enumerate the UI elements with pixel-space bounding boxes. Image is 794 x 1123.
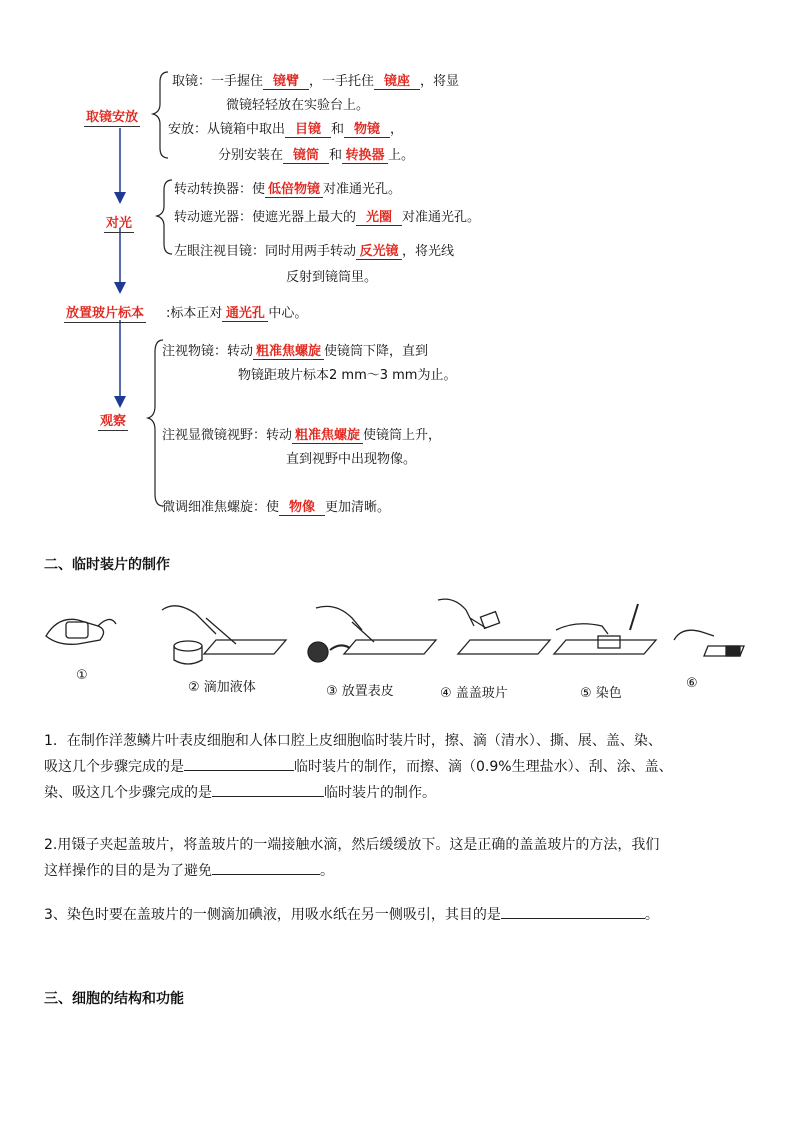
caption-3: ③ 放置表皮 — [326, 684, 394, 699]
text: 1．在制作洋葱鳞片叶表皮细胞和人体口腔上皮细胞临时装片时，擦、滴（清水）、撕、展、盖、染、 — [44, 733, 662, 749]
question-3 — [44, 902, 764, 928]
caption-6: ⑥ — [686, 676, 698, 691]
text: 这样操作的目的是为了避免 — [44, 863, 212, 879]
answer: 光圈 — [356, 206, 402, 226]
text: 临时装片的制作，而擦、滴（0.9%生理盐水）、刮、涂、盖、 — [294, 759, 673, 775]
text: 注视显微镜视野：转动 — [162, 428, 293, 443]
answer-blank[interactable] — [501, 904, 645, 919]
anfang-line1 — [168, 118, 403, 138]
duiguang-line3 — [174, 240, 454, 260]
section-2-heading: 二、临时装片的制作 — [44, 557, 170, 573]
text: 对准通光孔。 — [402, 210, 481, 225]
answer-blank[interactable] — [212, 860, 320, 875]
answer: 反光镜 — [356, 240, 402, 260]
text: 微调细准焦螺旋：使 — [162, 500, 280, 515]
text: ， — [390, 122, 404, 137]
text: 染、吸这几个步骤完成的是 — [44, 785, 212, 801]
answer: 镜座 — [374, 70, 420, 90]
procedure-illustrations — [38, 596, 758, 676]
text: 注视物镜：转动 — [162, 344, 254, 359]
text: 和 — [329, 148, 343, 163]
answer: 目镜 — [285, 118, 331, 138]
fangzhi-line — [166, 302, 307, 322]
text: 更加清晰。 — [325, 500, 391, 515]
text: 转动遮光器：使遮光器上最大的 — [174, 210, 357, 225]
text: 。 — [644, 907, 659, 923]
duiguang-line1 — [174, 178, 401, 198]
guancha-line4: 直到视野中出现物像。 — [286, 452, 417, 467]
node-duiguang: 对光 — [104, 212, 134, 233]
text: 吸这几个步骤完成的是 — [44, 759, 184, 775]
answer: 粗准焦螺旋 — [292, 424, 363, 444]
caption-5: ⑤ 染色 — [580, 686, 622, 701]
text: ，将光线 — [402, 244, 455, 259]
answer: 粗准焦螺旋 — [253, 340, 324, 360]
node-quji-anfang: 取镜安放 — [84, 106, 140, 127]
text: 。 — [320, 863, 334, 879]
question-2 — [44, 832, 764, 884]
caption-1: ① — [76, 668, 88, 683]
section-3-heading: 三、细胞的结构和功能 — [44, 991, 184, 1007]
text: 和 — [331, 122, 345, 137]
text: ，一手托住 — [309, 74, 375, 89]
step5-illustration — [554, 604, 656, 654]
answer: 镜臂 — [263, 70, 309, 90]
step1-illustration — [46, 619, 116, 644]
caption-2: ② 滴加液体 — [188, 680, 256, 695]
text: 安放：从镜箱中取出 — [168, 122, 286, 137]
guancha-line5 — [162, 496, 390, 516]
step3-illustration — [308, 606, 436, 662]
step2-illustration — [162, 606, 286, 664]
text: 3、染色时要在盖玻片的一侧滴加碘液，用吸水纸在另一侧吸引，其目的是 — [44, 907, 501, 923]
text: 使镜筒上升， — [363, 428, 442, 443]
answer-blank[interactable] — [184, 756, 294, 771]
text: 分别安装在 — [218, 148, 284, 163]
guancha-line3 — [162, 424, 441, 444]
node-fangzhi: 放置玻片标本 — [64, 302, 146, 323]
guancha-line2: 物镜距玻片标本2 mm～3 mm为止。 — [238, 368, 457, 383]
text: 对准通光孔。 — [323, 182, 402, 197]
text: 2.用镊子夹起盖玻片，将盖玻片的一端接触水滴，然后缓缓放下。这是正确的盖盖玻片的方法，我们 — [44, 837, 660, 853]
step6-illustration — [674, 630, 744, 656]
text: 左眼注视目镜：同时用两手转动 — [174, 244, 357, 259]
answer: 物像 — [279, 496, 325, 516]
caption-4: ④ 盖盖玻片 — [440, 686, 508, 701]
quju-line1 — [172, 70, 459, 90]
answer: 镜筒 — [283, 144, 329, 164]
text: ，将显 — [420, 74, 460, 89]
step4-illustration — [438, 599, 550, 654]
text: 临时装片的制作。 — [324, 785, 436, 801]
node-guancha: 观察 — [98, 410, 128, 431]
text: 上。 — [388, 148, 415, 163]
text: 中心。 — [268, 306, 308, 321]
quju-line2: 微镜轻轻放在实验台上。 — [226, 98, 370, 113]
answer: 转换器 — [342, 144, 388, 164]
text: 使镜筒下降，直到 — [324, 344, 429, 359]
anfang-line2 — [218, 144, 414, 164]
text: 取镜：一手握住 — [172, 74, 264, 89]
question-1 — [44, 728, 764, 806]
answer: 物镜 — [344, 118, 390, 138]
answer-blank[interactable] — [212, 782, 324, 797]
duiguang-line2 — [174, 206, 480, 226]
duiguang-line4: 反射到镜筒里。 — [286, 270, 378, 285]
text: 转动转换器：使 — [174, 182, 266, 197]
answer: 通光孔 — [222, 302, 268, 322]
guancha-line1 — [162, 340, 428, 360]
answer: 低倍物镜 — [265, 178, 323, 198]
text: :标本正对 — [166, 306, 223, 321]
